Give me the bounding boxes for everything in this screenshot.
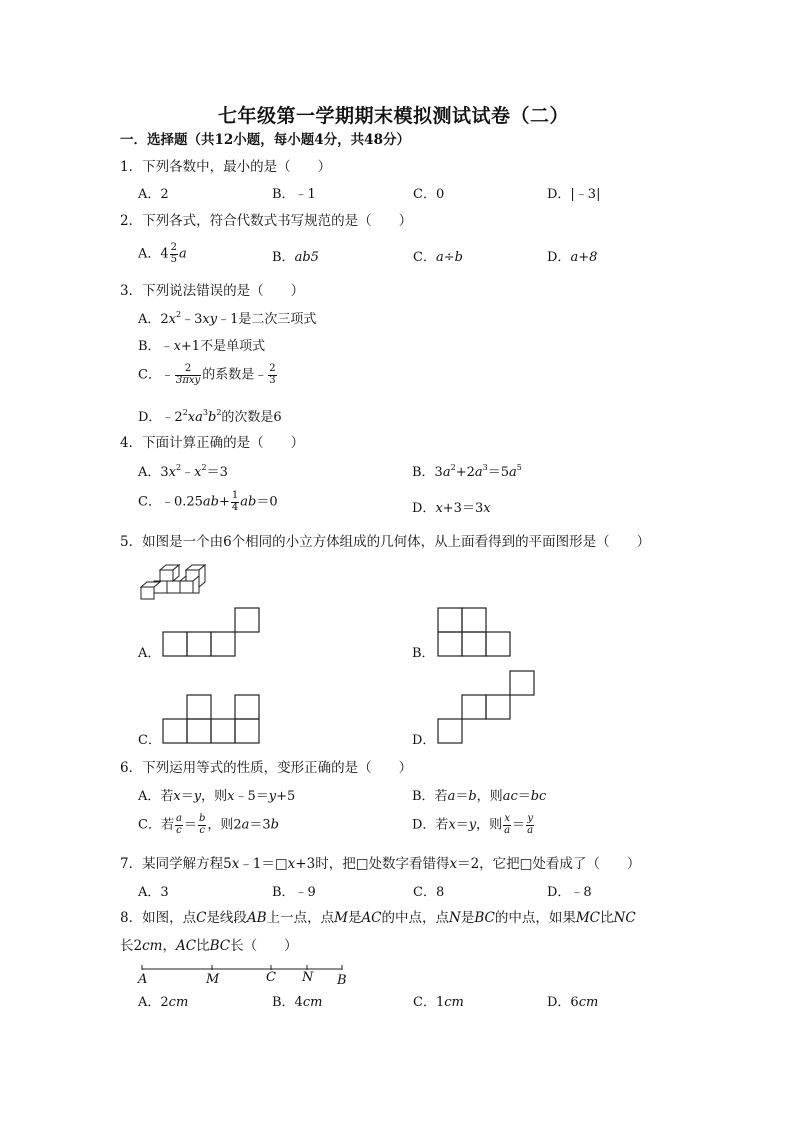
q6-b-eq2: ＝ — [517, 789, 531, 804]
q3-b-tail: +1不是单项式 — [180, 339, 266, 354]
q2-d-expr: a+8 — [570, 250, 598, 265]
q4-b-e1: 2 — [450, 463, 456, 472]
q3-d-exp1: 2 — [182, 408, 188, 417]
q5-option-a-figure[interactable] — [162, 607, 262, 658]
q6-a-c2: y — [193, 789, 202, 804]
q6-d-eq2: ＝ — [512, 817, 526, 833]
q6-c-eq1: ＝ — [183, 817, 197, 833]
q5-option-d[interactable]: D． — [412, 733, 436, 748]
q6-b-c2: b — [468, 789, 477, 804]
q6-b-c3: ac — [502, 789, 518, 804]
q4-d-x2: x — [483, 501, 491, 516]
q6-option-d[interactable] — [412, 814, 535, 836]
point-c-label: C — [266, 970, 276, 985]
q2-b-expr: ab5 — [294, 250, 319, 265]
question-5-stem: 5．如图是一个由6个相同的小立方体组成的几何体，从上面看得到的平面图形是（ ） — [120, 534, 651, 550]
q2-option-b[interactable] — [272, 251, 319, 264]
q8-c-unit: cm — [444, 995, 464, 1010]
q6-c-eq2: ＝3 — [249, 817, 271, 833]
q2-option-c[interactable] — [413, 251, 463, 264]
q6-d-d1: a — [504, 824, 511, 836]
q4-c-tail: ＝0 — [256, 494, 278, 510]
q3-d-b: b — [208, 410, 217, 425]
q3-a-xy: xy — [202, 312, 218, 327]
q3-d-x: x — [187, 410, 196, 425]
cube-stack-figure — [139, 563, 213, 601]
q3-d-exp2: 3 — [202, 408, 208, 417]
q6-a-mid2: ﹣5＝ — [234, 789, 269, 804]
q8-a-n: A．2 — [138, 995, 169, 1010]
point-n-label: N — [302, 970, 314, 985]
segment-figure — [138, 963, 350, 989]
q4-option-b[interactable] — [412, 463, 522, 480]
q5-option-a[interactable]: A． — [138, 646, 161, 661]
q3-d-tail: 的次数是6 — [221, 410, 282, 425]
q8-l1-g: 的中点，如果 — [494, 910, 576, 926]
q6-b-c1: a — [447, 789, 456, 804]
q3-a-mid: ﹣3 — [181, 312, 203, 327]
q2-c-label: C． — [413, 250, 436, 265]
q4-d-label: D． — [412, 501, 436, 516]
q3-c-fraction-2 — [268, 364, 276, 386]
q3-c-num: 2 — [175, 364, 201, 376]
q8-d-unit: cm — [578, 995, 599, 1010]
q6-d-mid: ，则 — [476, 817, 503, 833]
q4-a-tail: ＝3 — [206, 465, 228, 480]
q6-d-n1: x — [504, 813, 510, 824]
q3-a-x: x — [168, 312, 177, 327]
q8-l1-f: 是 — [460, 910, 475, 926]
q3-d-a: a — [195, 410, 203, 425]
q6-a-mid: ，则 — [201, 789, 228, 804]
q8-d-n: D．6 — [547, 995, 579, 1010]
q7-option-c[interactable]: C．8 — [413, 885, 445, 900]
q6-d-label: D．若 — [412, 817, 449, 833]
q4-option-a[interactable] — [138, 463, 228, 480]
q7-stem-x2: x — [287, 856, 296, 872]
q4-d-x1: x — [435, 501, 443, 516]
q6-d-c2: y — [468, 817, 477, 833]
q4-a-mid: ﹣ — [181, 465, 195, 480]
q6-d-frac2 — [526, 814, 534, 836]
q6-b-mid: ，则 — [476, 789, 503, 804]
q1-option-c[interactable]: C．0 — [413, 187, 445, 202]
q6-d-d2: a — [527, 824, 534, 836]
q5-option-b-figure[interactable] — [437, 607, 513, 658]
q4-a-label: A．3 — [138, 465, 169, 480]
q8-l1-e: 的中点，点 — [381, 910, 450, 926]
q3-b-label: B．﹣ — [138, 339, 174, 354]
q6-c-mid: ，则2 — [207, 817, 242, 833]
q2-a-numerator: 2 — [170, 242, 178, 253]
q4-b-e2: 3 — [482, 463, 488, 472]
q8-b-unit: cm — [302, 995, 323, 1010]
q8-BC: BC — [474, 910, 495, 926]
q6-b-label: B．若 — [412, 789, 448, 804]
q4-c-num: 1 — [231, 490, 239, 501]
q5-option-b[interactable]: B． — [412, 646, 435, 661]
q8-b-n: B．4 — [272, 995, 303, 1010]
q7-stem-a: 7．某同学解方程5 — [120, 856, 232, 872]
q2-c-expr: a÷b — [435, 250, 463, 265]
q8-a-unit: cm — [168, 995, 189, 1010]
q4-b-e3: 5 — [516, 463, 522, 472]
q8-NC: NC — [613, 910, 636, 926]
q4-b-a2: a — [474, 465, 483, 480]
q6-d-frac1 — [503, 814, 511, 836]
q8-l2-c: 比 — [196, 938, 210, 954]
q7-stem-c: +3时，把□处数字看错得 — [295, 856, 450, 872]
q4-c-ab2: ab — [240, 494, 257, 510]
q3-option-d[interactable] — [138, 408, 282, 425]
q4-a-e2: 2 — [201, 463, 207, 472]
q1-option-b[interactable]: B．﹣1 — [272, 187, 316, 202]
q8-l2-b: ， — [162, 938, 176, 954]
q2-d-label: D． — [547, 250, 571, 265]
q7-option-d[interactable]: D．﹣8 — [547, 885, 592, 900]
q3-d-exp3: 2 — [216, 408, 222, 417]
q3-d-label: D．﹣2 — [138, 410, 183, 425]
q1-option-a[interactable]: A．2 — [138, 187, 169, 202]
q7-option-b[interactable]: B．﹣9 — [272, 885, 316, 900]
q6-a-label: A．若 — [138, 789, 174, 804]
q8-BC2: BC — [209, 938, 231, 954]
q3-c-mid: 的系数是﹣ — [202, 367, 268, 383]
q7-stem-b: ﹣1＝□ — [239, 856, 288, 872]
q8-l2-d: 长（ ） — [230, 938, 298, 954]
q5-option-c-figure[interactable] — [162, 694, 262, 745]
q6-b-eq1: ＝ — [455, 789, 469, 804]
q8-C: C — [196, 910, 207, 926]
q2-b-label: B． — [272, 250, 295, 265]
q6-a-c3: x — [227, 789, 235, 804]
q6-option-a[interactable] — [138, 790, 295, 803]
q4-d-mid: +3＝3 — [442, 501, 484, 516]
q8-AB: AB — [246, 910, 267, 926]
question-7-stem — [120, 858, 640, 872]
q6-c-d2: c — [199, 824, 205, 836]
question-1-stem: 1．下列各数中，最小的是（ ） — [120, 159, 332, 175]
q8-option-c[interactable] — [413, 996, 464, 1009]
q2-option-a[interactable] — [138, 243, 187, 265]
q3-c-label: C．﹣ — [138, 367, 174, 383]
q4-b-a1: a — [442, 465, 451, 480]
q8-MC: MC — [575, 910, 601, 926]
question-6-stem: 6．下列运用等式的性质，变形正确的是（ ） — [120, 760, 413, 776]
question-8-stem-line2 — [120, 940, 298, 954]
q6-d-n2: y — [527, 813, 533, 824]
q4-option-c[interactable] — [138, 491, 278, 513]
q4-b-a3: a — [509, 465, 517, 480]
q8-l2-a: 长2 — [120, 938, 143, 954]
q8-l1-b: 是线段 — [206, 910, 247, 926]
q4-c-den: 4 — [231, 501, 239, 513]
q6-c-c2: b — [270, 817, 279, 833]
q3-option-a[interactable] — [138, 310, 317, 327]
q2-a-label: A．4 — [138, 246, 169, 262]
q3-a-label: A．2 — [138, 312, 169, 327]
q4-b-label: B．3 — [412, 465, 443, 480]
q8-l1-d: 是 — [347, 910, 362, 926]
q6-d-c1: x — [448, 817, 456, 833]
q8-option-a[interactable] — [138, 996, 188, 1009]
point-b-label: B — [337, 973, 347, 988]
q4-a-x1: x — [168, 465, 177, 480]
q8-option-b[interactable] — [272, 996, 322, 1009]
q6-a-tail: +5 — [276, 789, 296, 804]
q4-c-plus: + — [218, 494, 230, 510]
q4-option-d[interactable] — [412, 502, 491, 515]
q8-AC2: AC — [175, 938, 197, 954]
q3-c-den: 3πxy — [175, 374, 201, 386]
q8-option-d[interactable] — [547, 996, 598, 1009]
q8-l1-a: 8．如图，点 — [120, 910, 197, 926]
q2-a-denominator: 5 — [170, 253, 178, 265]
section-heading: 一．选择题（共12小题，每小题4分，共48分） — [120, 132, 410, 148]
q3-option-c[interactable] — [138, 364, 278, 386]
question-4-stem: 4．下面计算正确的是（ ） — [120, 435, 305, 451]
q6-c-label: C．若 — [138, 817, 174, 833]
q2-option-d[interactable] — [547, 251, 597, 264]
q6-option-c[interactable] — [138, 814, 279, 836]
q7-stem-x: x — [231, 856, 240, 872]
q6-a-c4: y — [268, 789, 277, 804]
q7-stem-d: ＝2，它把□处看成了（ ） — [457, 856, 641, 872]
q4-c-label: C．﹣0.25 — [138, 494, 203, 510]
q4-a-e1: 2 — [176, 463, 182, 472]
question-8-stem-line1 — [120, 912, 636, 926]
q3-c-num2: 2 — [269, 363, 276, 374]
q8-cm: cm — [142, 938, 163, 954]
q6-c-frac1 — [175, 814, 183, 836]
q2-a-fraction — [170, 243, 178, 265]
point-m-label: M — [206, 972, 220, 987]
q6-a-c1: x — [173, 789, 181, 804]
q3-option-b[interactable] — [138, 340, 265, 353]
q6-b-c4: bc — [530, 789, 547, 804]
q4-c-fraction — [231, 491, 239, 513]
q6-d-eq1: ＝ — [455, 817, 469, 833]
q6-option-b[interactable] — [412, 790, 546, 803]
q8-l1-h: 比 — [600, 910, 614, 926]
q3-c-fraction — [175, 364, 201, 386]
q7-stem-x3: x — [449, 856, 458, 872]
point-a-label: A — [138, 972, 148, 987]
q6-c-n1: a — [175, 813, 182, 824]
q3-c-den2: 3 — [269, 374, 276, 386]
q3-a-exp: 2 — [176, 310, 182, 319]
q1-option-d[interactable]: D．|﹣3| — [547, 187, 601, 202]
q6-c-c1: a — [241, 817, 250, 833]
question-2-stem: 2．下列各式，符合代数式书写规范的是（ ） — [120, 213, 413, 229]
page-title: 七年级第一学期期末模拟测试试卷（二） — [218, 105, 570, 127]
q3-b-x: x — [173, 339, 181, 354]
q3-a-tail: ﹣1是二次三项式 — [217, 312, 317, 327]
q5-option-d-figure[interactable] — [437, 670, 537, 746]
q6-c-frac2 — [198, 814, 206, 836]
q8-M: M — [334, 910, 348, 926]
q7-option-a[interactable]: A．3 — [138, 885, 169, 900]
q4-b-eq: ＝5 — [487, 465, 509, 480]
q6-a-eq1: ＝ — [180, 789, 194, 804]
q2-a-var: a — [179, 246, 187, 262]
q8-N: N — [449, 910, 461, 926]
q4-b-mid: +2 — [455, 465, 475, 480]
q4-a-x2: x — [194, 465, 202, 480]
q4-c-ab1: ab — [202, 494, 219, 510]
q6-c-n2: b — [198, 813, 206, 824]
q8-c-n: C．1 — [413, 995, 445, 1010]
q8-l1-c: 上一点，点 — [266, 910, 335, 926]
q6-c-d1: c — [176, 824, 182, 836]
q5-option-c[interactable]: C． — [138, 733, 161, 748]
q8-AC: AC — [361, 910, 382, 926]
question-3-stem: 3．下列说法错误的是（ ） — [120, 283, 305, 299]
